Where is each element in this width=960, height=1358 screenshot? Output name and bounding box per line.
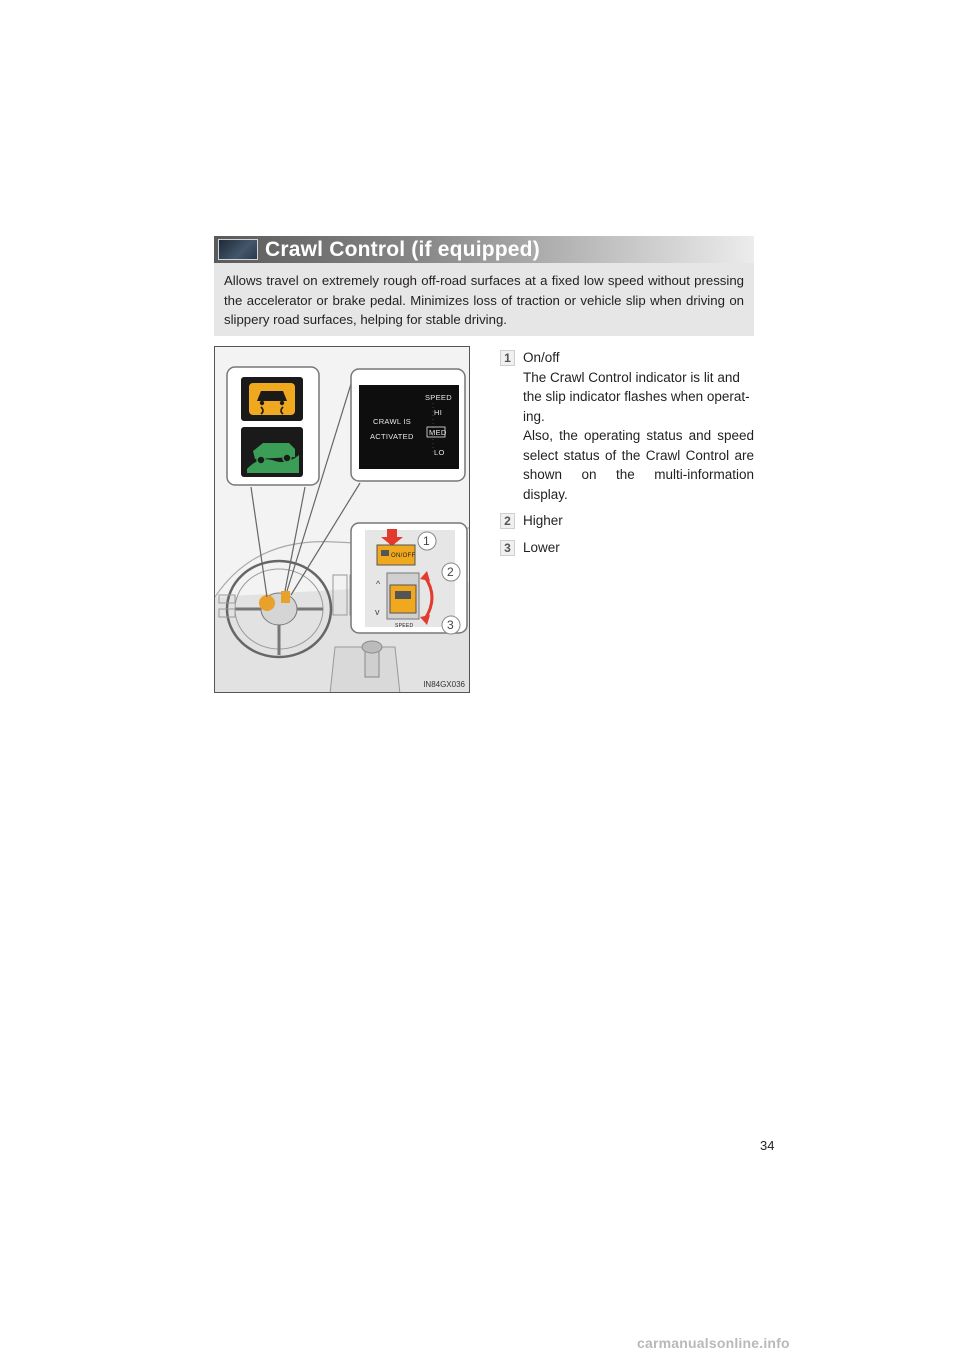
display-line-1: CRAWL IS xyxy=(373,417,412,426)
section-title: Crawl Control (if equipped) xyxy=(265,238,540,261)
item-title: On/off xyxy=(523,350,560,365)
display-speed-lo: LO xyxy=(434,448,445,457)
section-header-bar xyxy=(214,236,754,263)
display-speed-label: SPEED xyxy=(425,393,452,402)
callout-2: 2 xyxy=(447,565,454,579)
section-thumbnail-image xyxy=(218,239,258,260)
display-line-2: ACTIVATED xyxy=(370,432,414,441)
intro-text: Allows travel on extremely rough off-road surfaces at a fixed low speed without pressing the accelerator or brake pedal. Minimizes loss of traction or vehicle slip when driving on slippery road surfaces, helping for stable driving. xyxy=(214,263,754,336)
callout-1: 1 xyxy=(423,534,430,548)
item-description: Also, the operating status and speed select status of the Crawl Control are shown on the multi-information display. xyxy=(523,428,754,502)
watermark: carmanualsonline.info xyxy=(637,1335,790,1351)
item-title: Lower xyxy=(523,539,560,555)
switch-onoff-label: ON/OFF xyxy=(391,553,416,559)
item-list xyxy=(500,348,754,557)
item-number-badge: 2 xyxy=(500,513,515,529)
svg-text:^: ^ xyxy=(376,579,381,589)
svg-text:v: v xyxy=(375,607,380,617)
page-number: 34 xyxy=(760,1138,775,1153)
display-speed-med: MED xyxy=(429,428,447,437)
list-item xyxy=(500,538,754,558)
list-item xyxy=(500,511,754,531)
figure-code: IN84GX036 xyxy=(423,680,465,689)
callout-3: 3 xyxy=(447,618,454,632)
item-description: The Crawl Control indicator is lit and the slip indicator flashes when operat-ing. xyxy=(523,369,750,424)
item-title: Higher xyxy=(523,513,563,528)
crawl-control-figure xyxy=(214,346,470,693)
list-item xyxy=(500,348,754,504)
item-number-badge: 3 xyxy=(500,540,515,556)
switch-speed-label: SPEED xyxy=(395,623,414,629)
display-speed-hi: HI xyxy=(434,408,443,417)
item-number-badge: 1 xyxy=(500,350,515,366)
